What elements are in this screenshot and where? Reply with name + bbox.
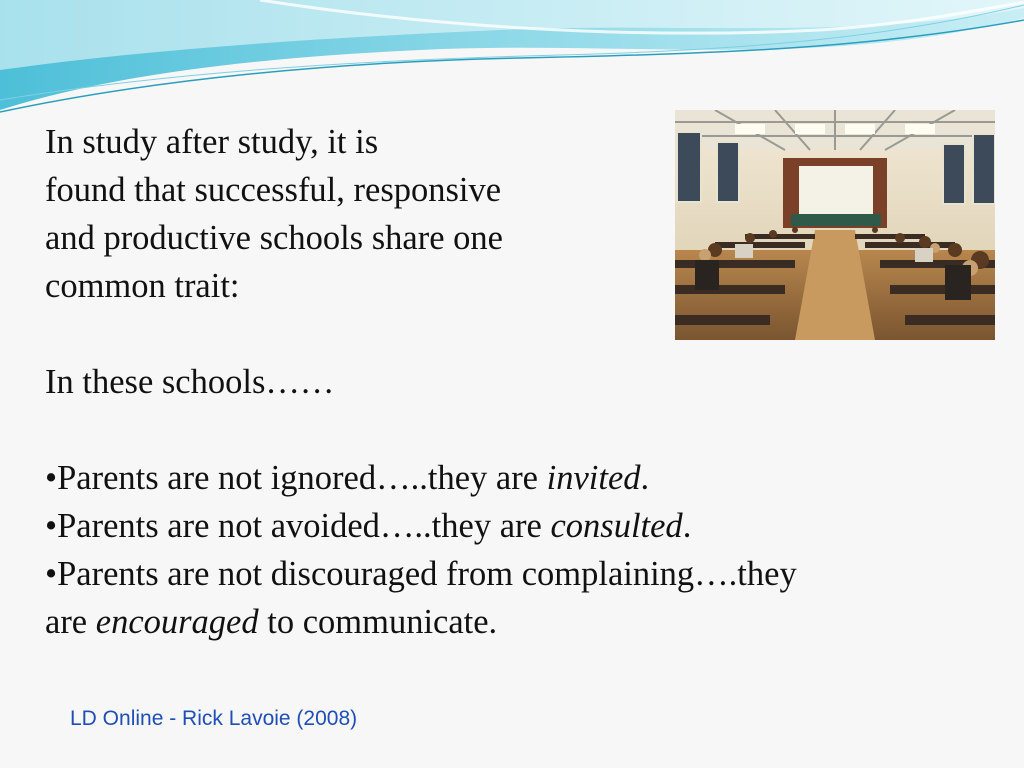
subheading: In these schools…… bbox=[45, 363, 335, 401]
intro-line: In study after study, it is bbox=[45, 123, 379, 161]
bullet-item: •Parents are not discouraged from complaining….they bbox=[45, 555, 797, 593]
intro-line: common trait: bbox=[45, 267, 240, 305]
header-wave-decoration bbox=[0, 0, 1024, 120]
lecture-hall-image bbox=[675, 110, 995, 340]
classroom-photo bbox=[675, 110, 995, 340]
bullet-item: •Parents are not avoided…..they are consulted. bbox=[45, 507, 692, 545]
citation: LD Online - Rick Lavoie (2008) bbox=[70, 707, 358, 730]
bullet-item: •Parents are not ignored…..they are invited. bbox=[45, 459, 650, 497]
emphasis-text: invited bbox=[546, 459, 641, 497]
emphasis-text: consulted bbox=[550, 507, 683, 545]
intro-line: found that successful, responsive bbox=[45, 171, 502, 209]
intro-line: and productive schools share one bbox=[45, 219, 503, 257]
emphasis-text: encouraged bbox=[95, 603, 259, 641]
bullet-continuation: are encouraged to communicate. bbox=[45, 603, 498, 641]
